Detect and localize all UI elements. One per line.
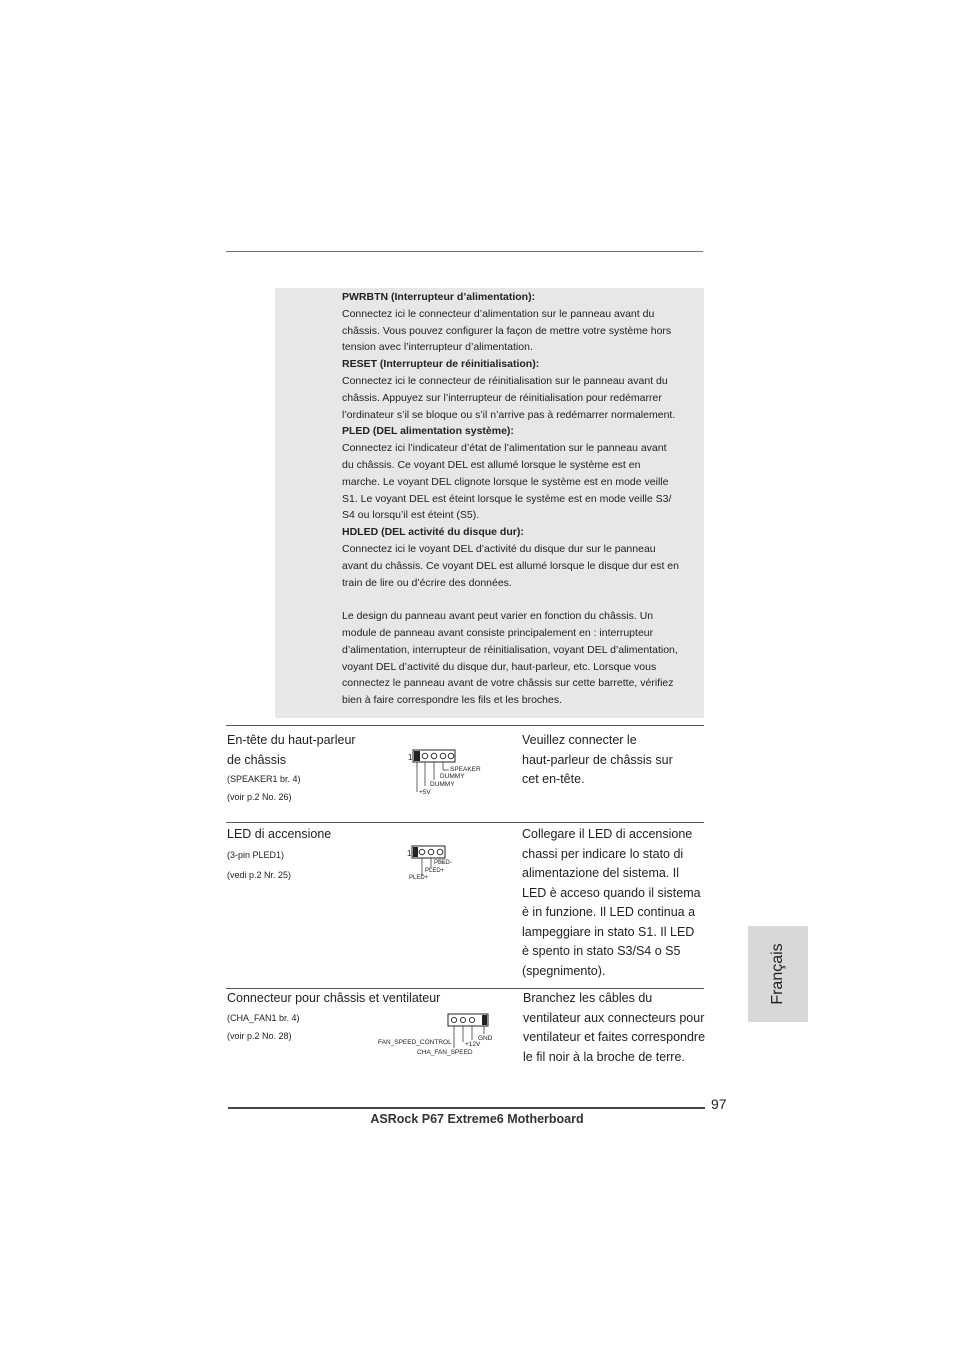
section-divider (226, 725, 704, 726)
note-line: d’alimentation, interrupteur de réinitialisation, voyant DEL d’alimentation, (342, 643, 678, 656)
fan-description: Branchez les câbles du ventilateur aux connecteurs pour ventilateur et faites correspondre le fil noir à la broche de terre. (523, 991, 706, 1064)
pled-line: S4 ou lorsqu’il est éteint (S5). (342, 509, 480, 522)
dummy-pin-label: DUMMY (440, 773, 465, 780)
pwrbtn-line: châssis. Vous pouvez configurer la façon de mettre votre système hors (342, 324, 672, 337)
pled-heading: PLED (DEL alimentation système): (342, 425, 514, 438)
plus12v-pin-label: +12V (465, 1041, 481, 1048)
speaker-header-diagram (405, 744, 495, 800)
pin1-label: 1 (408, 753, 413, 762)
pled-line: S1. Le voyant DEL est éteint lorsque le système est en mode veille S3/ (342, 492, 672, 505)
hdled-line: Connectez ici le voyant DEL d’activité du disque dur sur le panneau (342, 542, 656, 555)
reset-heading: RESET (Interrupteur de réinitialisation): (342, 358, 540, 371)
footer-rule (228, 1107, 705, 1109)
led-description: Collegare il LED di accensione chassi per indicare lo stato di alimentazione del sistema. Il LED è acceso quando il sistema è in funzione. Il LED continua a lampeggiare in stato S1. Il LED è spento in stato S3/S4 o S5 (spegnimento). (522, 827, 701, 978)
speaker-section-title: En-tête du haut-parleur de châssis (SPEAKER1 br. 4) (voir p.2 No. 26) (227, 733, 356, 802)
speaker-description: Veuillez connecter le haut-parleur de châssis sur cet en-tête. (522, 733, 673, 786)
cha-fan-speed-pin-label: CHA_FAN_SPEED (417, 1049, 473, 1056)
led-section-title: LED di accensione (3-pin PLED1) (vedi p.2 Nr. 25) (227, 827, 332, 880)
language-tab-label: Français (769, 943, 786, 1005)
pwrbtn-heading: PWRBTN (Interrupteur d’alimentation): (342, 291, 536, 303)
hdled-heading: HDLED (DEL activité du disque dur): (342, 526, 524, 539)
note-line: voyant DEL d’activité du disque dur, haut-parleur, etc. Lorsque vous (342, 660, 657, 673)
note-line: module de panneau avant consiste principalement en : interrupteur (342, 626, 654, 639)
hdled-line: avant du châssis. Ce voyant DEL est allumé lorsque le disque dur est en (342, 559, 679, 572)
cha-fan-header-diagram (372, 1010, 502, 1060)
top-rule (226, 251, 703, 252)
dummy-pin-label: DUMMY (430, 781, 455, 788)
gnd-pin-label: GND (478, 1035, 493, 1042)
reset-line: Connectez ici le connecteur de réinitialisation sur le panneau avant du (342, 374, 668, 387)
note-line: connectez le panneau avant de votre châssis sur cette barrette, vérifiez (342, 677, 674, 690)
fan-section-title: Connecteur pour châssis et ventilateur (CHA_FAN1 br. 4) (voir p.2 No. 28) (227, 991, 441, 1041)
reset-line: châssis. Appuyez sur l’interrupteur de réinitialisation pour redémarrer (342, 391, 662, 404)
pin1-label: 1 (407, 849, 412, 858)
page-number: 97 (711, 1096, 727, 1112)
pled-line: du châssis. Ce voyant DEL est allumé lorsque le système est en (342, 458, 641, 471)
note-line: Le design du panneau avant peut varier en fonction du châssis. Un (342, 610, 654, 623)
pwrbtn-line: Connectez ici le connecteur d’alimentation sur le panneau avant du (342, 307, 655, 320)
hdled-line: train de lire ou d’écrire des données. (342, 576, 512, 589)
pled-line: Connectez ici l’indicateur d’état de l’alimentation sur le panneau avant (342, 442, 667, 455)
footer-product: ASRock P67 Extreme6 Motherboard (370, 1112, 584, 1126)
pled-plus-label: PLED+ (409, 875, 429, 881)
front-panel-info-text (342, 289, 704, 709)
speaker-pin-label: SPEAKER (450, 766, 481, 773)
pled-line: marche. Le voyant DEL clignote lorsque le système est en mode veille (342, 475, 669, 488)
section-divider (226, 822, 704, 823)
reset-line: l’ordinateur s’il se bloque ou s’il n’arrive pas à redémarrer normalement. (342, 408, 676, 421)
pwrbtn-line: tension avec l’interrupteur d’alimentation. (342, 341, 533, 354)
language-tab (748, 926, 808, 1022)
note-line: bien à faire correspondre les fils et les broches. (342, 694, 563, 707)
pled-plus-label: PLED+ (425, 868, 445, 874)
fan-speed-control-pin-label: FAN_SPEED_CONTROL (378, 1039, 452, 1046)
plus5v-pin-label: +5V (419, 789, 431, 796)
pled-minus-label: PLED- (434, 860, 452, 866)
pled-header-diagram (405, 842, 475, 884)
